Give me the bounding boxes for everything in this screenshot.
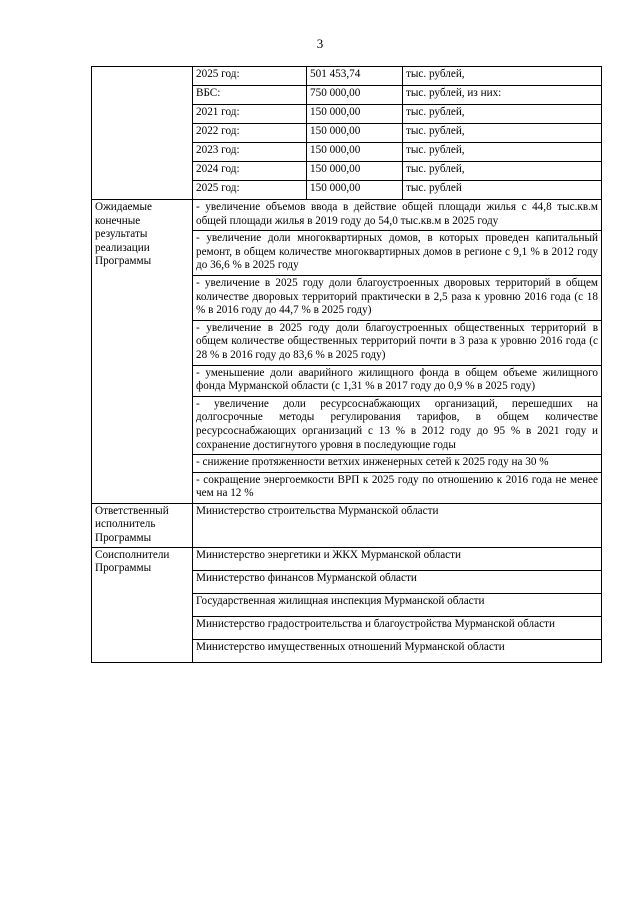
co-executor-item: Министерство градостроительства и благоустройства Мурманской области [193, 616, 602, 639]
result-item: - сокращение энергоемкости ВРП к 2025 году по отношению к 2016 года не менее чем на 12 % [193, 472, 602, 503]
financing-year: 2023 год: [193, 143, 307, 162]
co-executor-item: Министерство имущественных отношений Мурманской области [193, 639, 602, 662]
result-item: - снижение протяженности ветхих инженерных сетей к 2025 году на 30 % [193, 455, 602, 473]
executor-label: Ответственный исполнитель Программы [92, 503, 193, 547]
result-item: - увеличение доли ресурсоснабжающих организаций, перешедших на долгосрочные методы регулирования тарифов, в общем количестве ресурсоснабжающих организаций с 13 % в 2012 году до 95 % в 2021 году и сохранение достигнутого уровня в последующие годы [193, 396, 602, 454]
co-executor-item: Государственная жилищная инспекция Мурманской области [193, 593, 602, 616]
financing-unit: тыс. рублей, [403, 162, 602, 181]
program-passport-table [91, 66, 602, 663]
financing-year: 2022 год: [193, 124, 307, 143]
financing-year: 2025 год: [193, 181, 307, 200]
results-label: Ожидаемые конечные результаты реализации Программы [92, 200, 193, 504]
result-item: - увеличение объемов ввода в действие общей площади жилья с 44,8 тыс.кв.м общей площади жилья в 2019 году до 54,0 тыс.кв.м в 2025 году [193, 200, 602, 231]
financing-unit: тыс. рублей, [403, 143, 602, 162]
co-executor-item: Министерство энергетики и ЖКХ Мурманской области [193, 547, 602, 570]
result-item: - увеличение в 2025 году доли благоустроенных общественных территорий в общем количестве общественных территорий почти в 3 раза к уровню 2016 года (с 28 % в 2016 году до 83,6 % в 2025 году) [193, 320, 602, 365]
financing-label-cell [92, 67, 193, 200]
financing-unit: тыс. рублей, [403, 124, 602, 143]
co-executor-row [92, 547, 602, 570]
executor-row [92, 503, 602, 547]
financing-unit: тыс. рублей, [403, 67, 602, 86]
financing-year: 2025 год: [193, 67, 307, 86]
results-row [92, 200, 602, 231]
result-item: - увеличение доли многоквартирных домов, в которых проведен капитальный ремонт, в общем количестве многоквартирных домов в регионе с 9,1 % в 2012 году до 36,6 % в 2025 году [193, 231, 602, 276]
financing-amount: 150 000,00 [307, 124, 403, 143]
financing-unit: тыс. рублей, из них: [403, 86, 602, 105]
financing-unit: тыс. рублей, [403, 105, 602, 124]
financing-year: 2024 год: [193, 162, 307, 181]
financing-amount: 150 000,00 [307, 162, 403, 181]
result-item: - увеличение в 2025 году доли благоустроенных дворовых территорий в общем количестве дворовых территорий практически в 2,5 раза к уровню 2016 года (с 18 % в 2016 году до 44,7 % в 2025 году) [193, 275, 602, 320]
co-executors-label: Соисполнители Программы [92, 547, 193, 662]
financing-year: 2021 год: [193, 105, 307, 124]
page-number: 3 [316, 36, 324, 51]
financing-amount: 750 000,00 [307, 86, 403, 105]
financing-amount: 150 000,00 [307, 143, 403, 162]
financing-amount: 150 000,00 [307, 105, 403, 124]
financing-year: ВБС: [193, 86, 307, 105]
co-executor-item: Министерство финансов Мурманской области [193, 570, 602, 593]
financing-row [92, 67, 602, 86]
result-item: - уменьшение доли аварийного жилищного фонда в общем объеме жилищного фонда Мурманской области (с 1,31 % в 2017 году до 0,9 % в 2025 году) [193, 365, 602, 396]
financing-amount: 150 000,00 [307, 181, 403, 200]
financing-unit: тыс. рублей [403, 181, 602, 200]
financing-amount: 501 453,74 [307, 67, 403, 86]
executor-value: Министерство строительства Мурманской области [193, 503, 602, 547]
